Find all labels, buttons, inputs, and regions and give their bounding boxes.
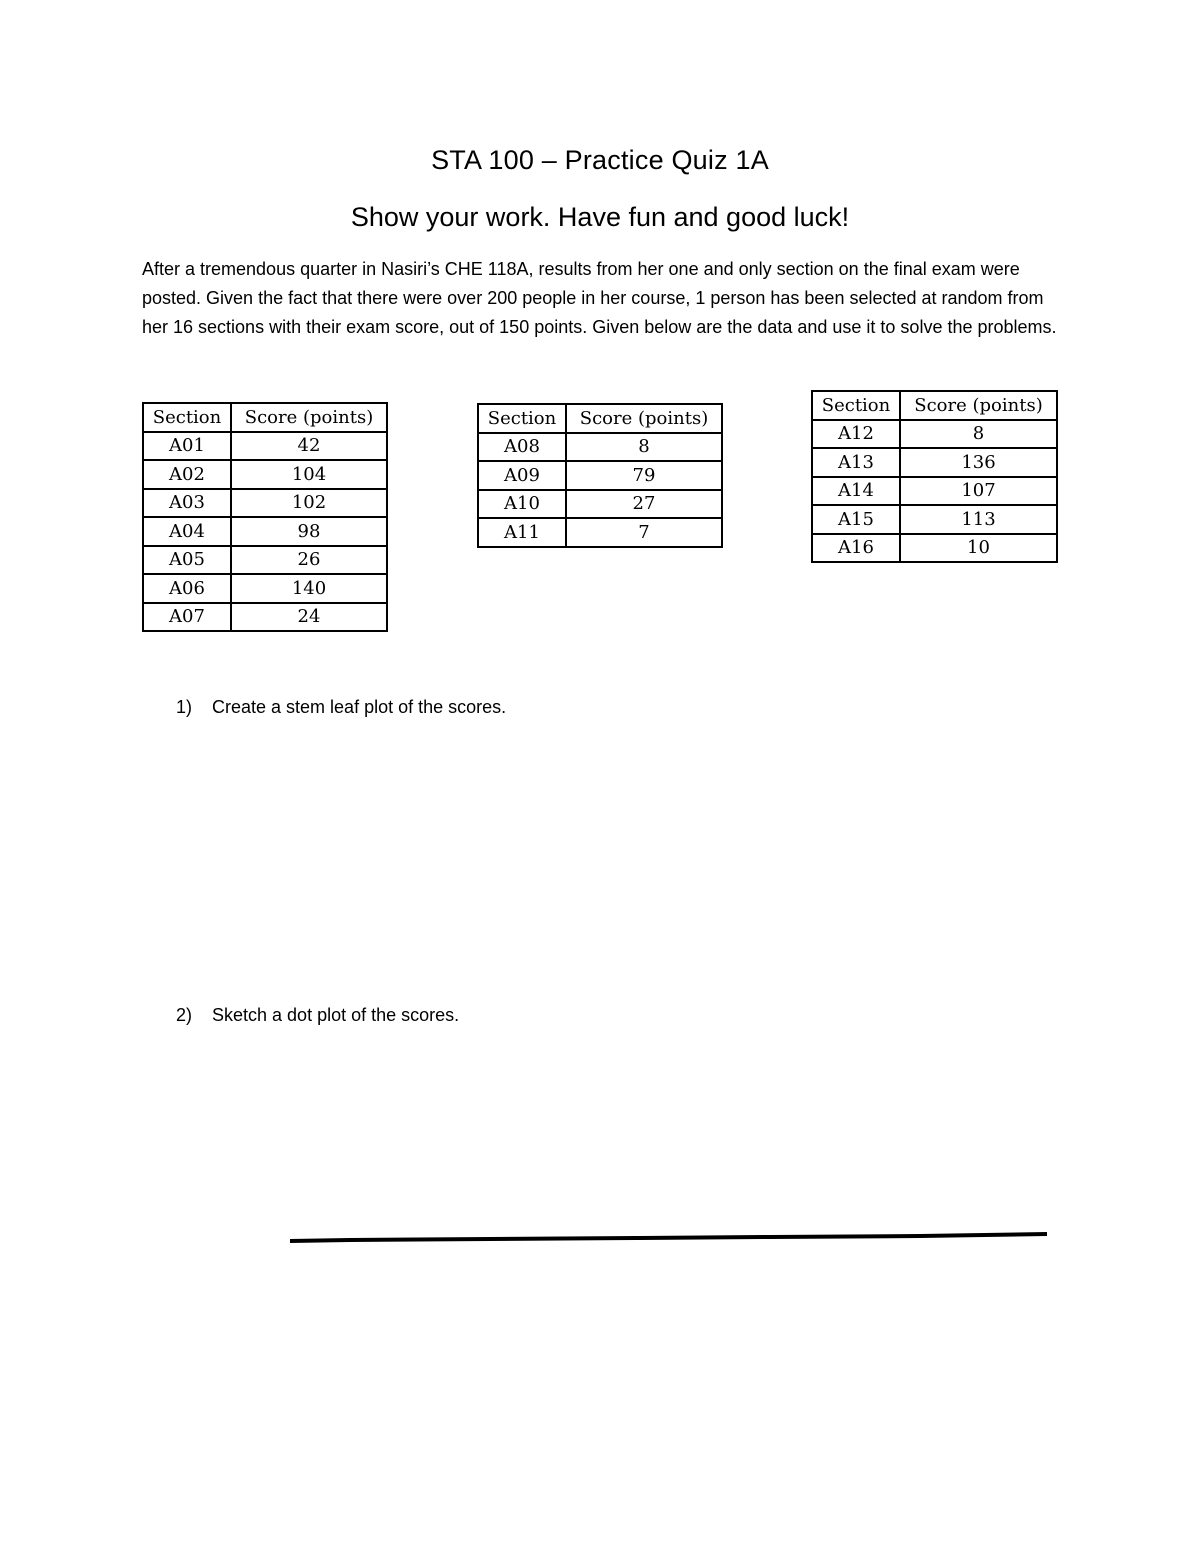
score-cell: 98 — [231, 517, 387, 546]
score-cell: 113 — [900, 505, 1057, 534]
header-section: Section — [143, 403, 231, 432]
table-header-row — [812, 391, 1057, 420]
table-row — [143, 460, 387, 489]
score-cell: 140 — [231, 574, 387, 603]
header-score: Score (points) — [231, 403, 387, 432]
score-cell: 26 — [231, 546, 387, 575]
section-cell: A02 — [143, 460, 231, 489]
score-cell: 10 — [900, 534, 1057, 563]
score-cell: 8 — [900, 420, 1057, 449]
question-text: Create a stem leaf plot of the scores. — [212, 697, 507, 717]
section-cell: A07 — [143, 603, 231, 632]
scores-table-1 — [142, 402, 388, 632]
table-row — [812, 477, 1057, 506]
table-row — [143, 603, 387, 632]
page-title: STA 100 – Practice Quiz 1A — [431, 145, 769, 175]
score-cell: 104 — [231, 460, 387, 489]
table-row — [812, 420, 1057, 449]
score-cell: 136 — [900, 448, 1057, 477]
page-subtitle: Show your work. Have fun and good luck! — [350, 202, 850, 232]
section-cell: A01 — [143, 432, 231, 461]
table-row — [812, 448, 1057, 477]
score-cell: 107 — [900, 477, 1057, 506]
header-section: Section — [478, 404, 566, 433]
section-cell: A04 — [143, 517, 231, 546]
section-cell: A12 — [812, 420, 900, 449]
table-row — [143, 574, 387, 603]
question-number: 2) — [176, 1005, 193, 1025]
section-cell: A08 — [478, 433, 566, 462]
section-cell: A10 — [478, 490, 566, 519]
table-row — [143, 517, 387, 546]
score-cell: 27 — [566, 490, 722, 519]
table-row — [143, 546, 387, 575]
header-section: Section — [812, 391, 900, 420]
table-row — [478, 518, 722, 547]
section-cell: A11 — [478, 518, 566, 547]
section-cell: A16 — [812, 534, 900, 563]
section-cell: A14 — [812, 477, 900, 506]
score-cell: 102 — [231, 489, 387, 518]
question-1 — [176, 697, 506, 718]
scores-table-3 — [811, 390, 1058, 563]
score-cell: 7 — [566, 518, 722, 547]
table-row — [478, 433, 722, 462]
question-number: 1) — [176, 697, 193, 717]
score-cell: 42 — [231, 432, 387, 461]
table-header-row — [143, 403, 387, 432]
table-row — [478, 461, 722, 490]
score-cell: 24 — [231, 603, 387, 632]
section-cell: A09 — [478, 461, 566, 490]
intro-paragraph: After a tremendous quarter in Nasiri’s CHE 118A, results from her one and only section on the final exam were posted. Given the fact that there were over 200 people in her course, 1 person has been selected at random from her 16 sections with their exam score, out of 150 points. Given below are the data and use it to solve the problems. — [142, 259, 1057, 337]
section-cell: A15 — [812, 505, 900, 534]
scores-table-2 — [477, 403, 723, 548]
question-text: Sketch a dot plot of the scores. — [212, 1005, 460, 1025]
score-cell: 8 — [566, 433, 722, 462]
section-cell: A13 — [812, 448, 900, 477]
header-score: Score (points) — [566, 404, 722, 433]
table-row — [143, 489, 387, 518]
section-cell: A05 — [143, 546, 231, 575]
question-2 — [176, 1005, 459, 1026]
section-cell: A06 — [143, 574, 231, 603]
table-row — [812, 505, 1057, 534]
header-score: Score (points) — [900, 391, 1057, 420]
table-row — [478, 490, 722, 519]
section-cell: A03 — [143, 489, 231, 518]
table-row — [812, 534, 1057, 563]
dot-plot-axis-line — [290, 1230, 1050, 1244]
table-header-row — [478, 404, 722, 433]
score-cell: 79 — [566, 461, 722, 490]
table-row — [143, 432, 387, 461]
